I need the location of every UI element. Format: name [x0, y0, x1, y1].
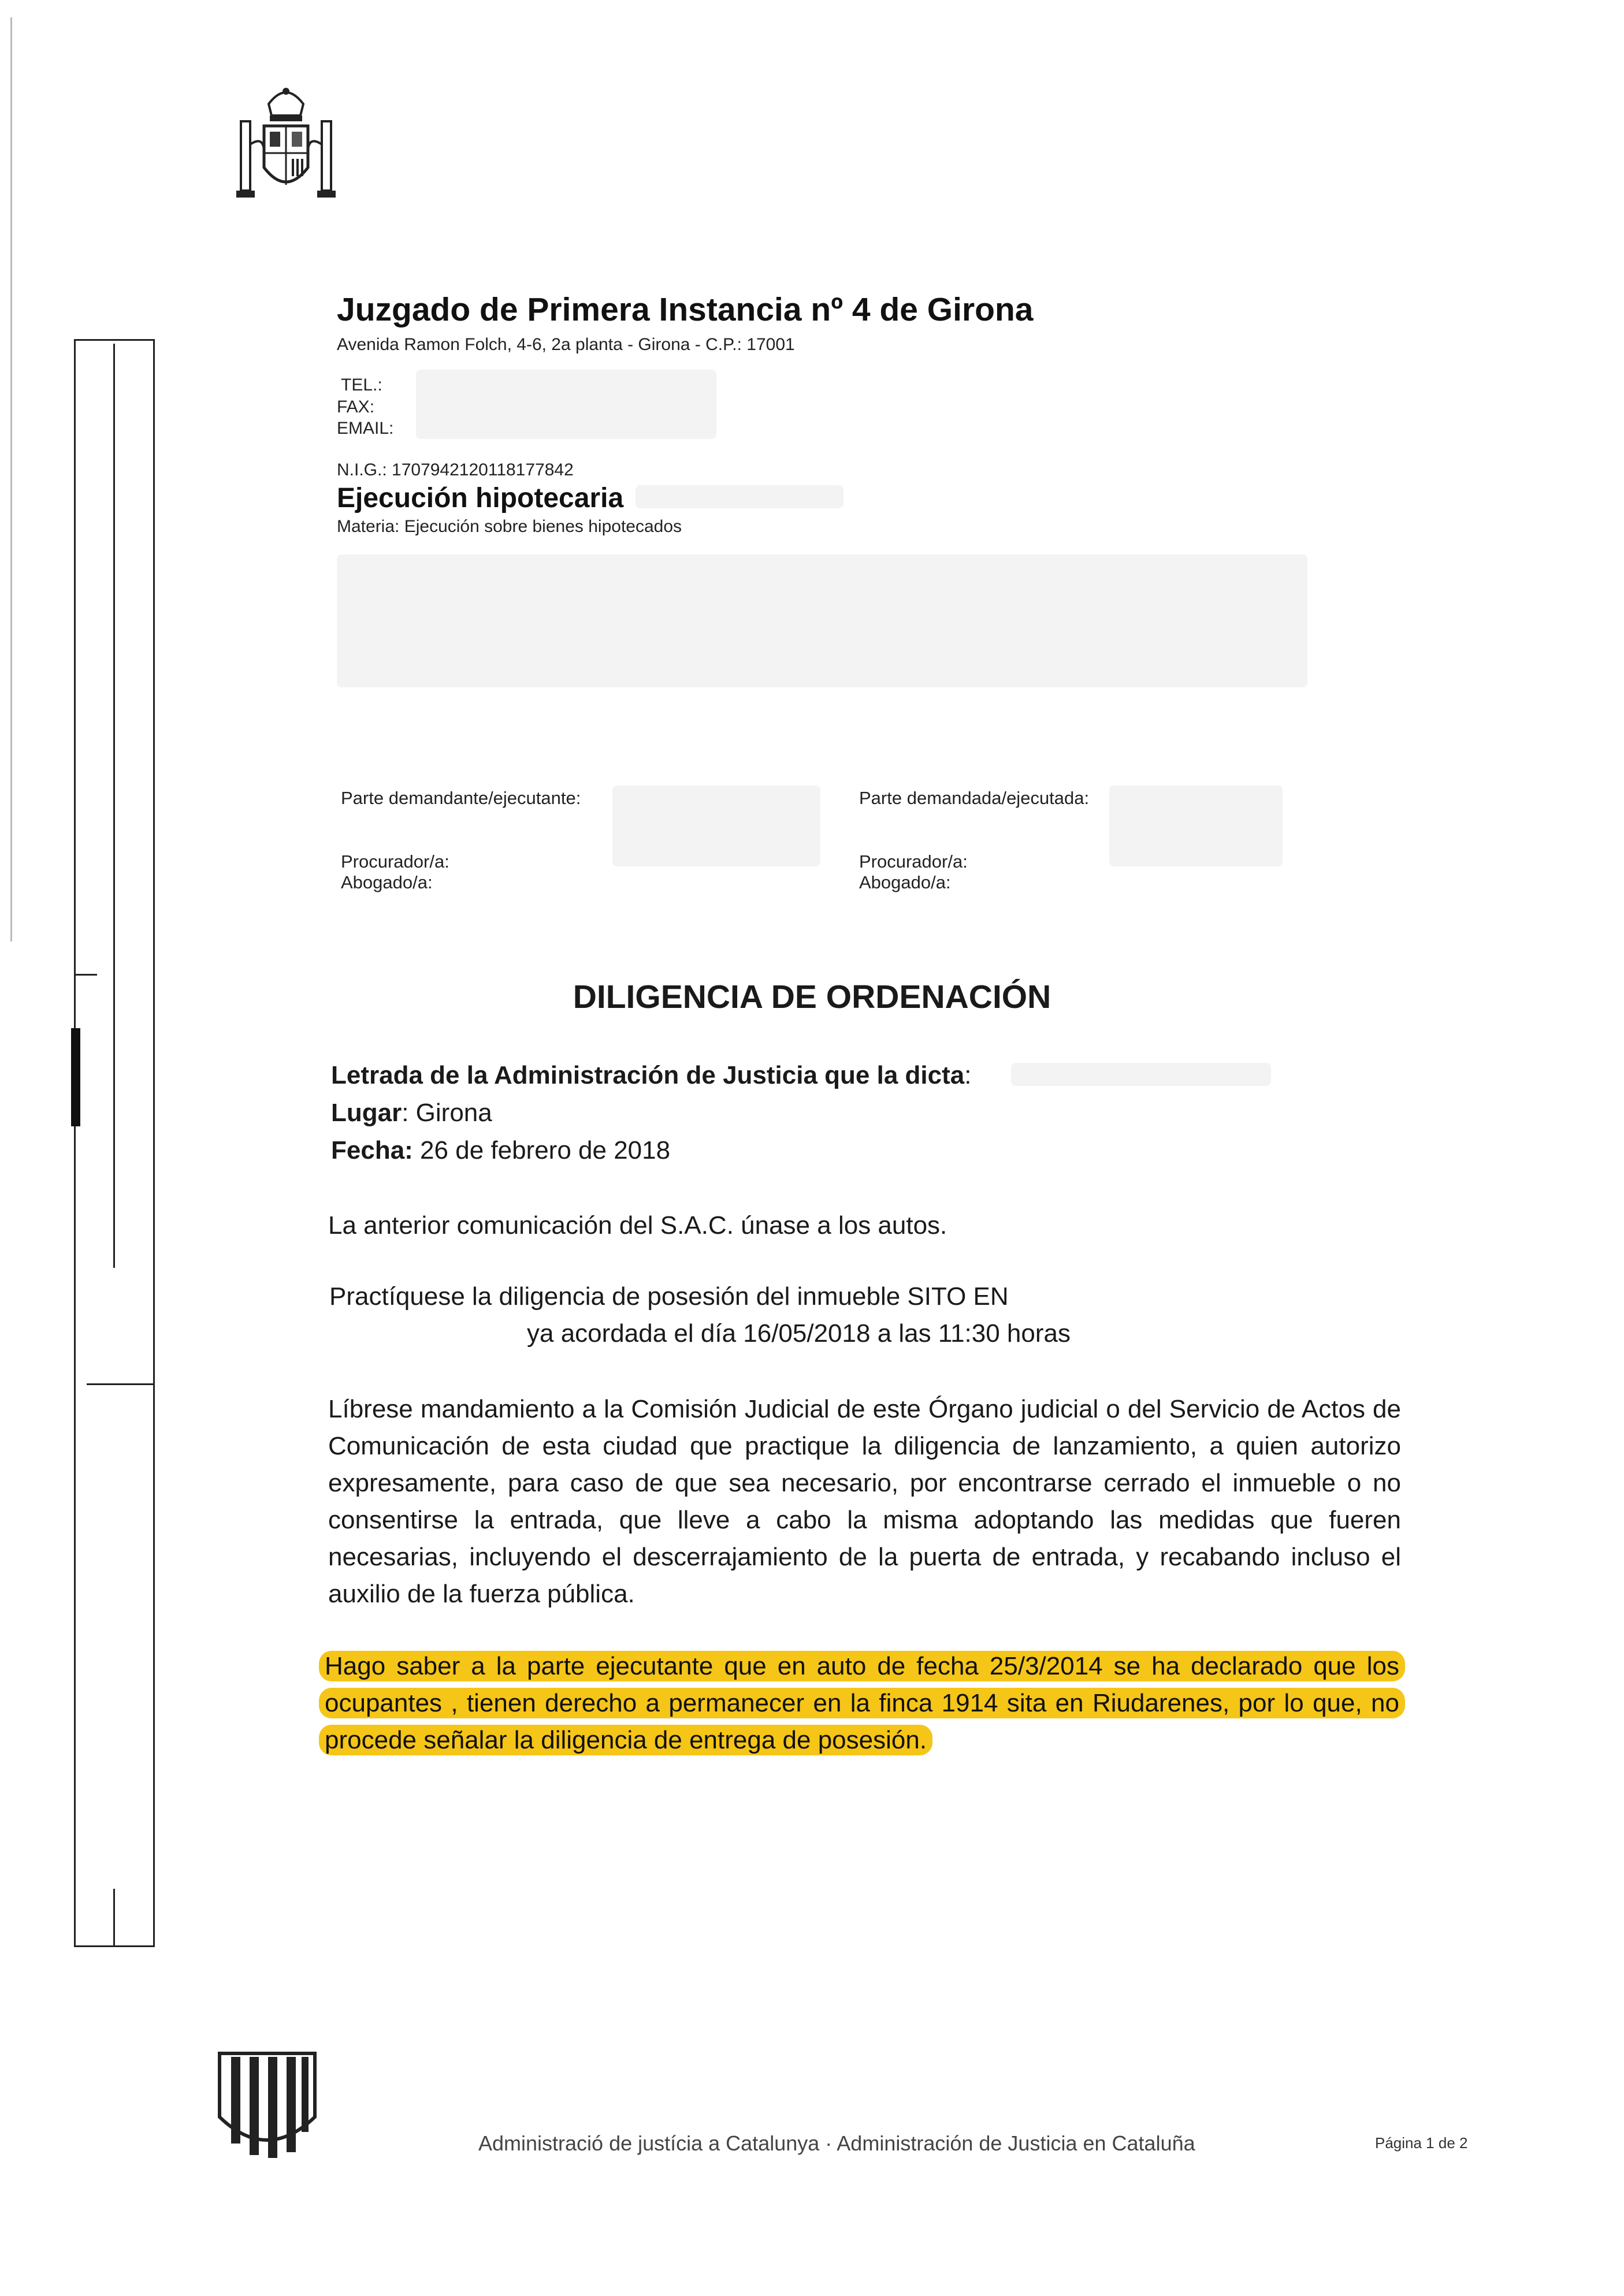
generalitat-logo	[214, 2048, 321, 2163]
procedure-type: Ejecución hipotecaria	[337, 483, 624, 513]
redacted-area	[416, 370, 716, 439]
nig-number: N.I.G.: 1707942120118177842	[337, 460, 574, 479]
plaintiff-procurador-label: Procurador/a:	[341, 851, 449, 872]
paragraph-sac: La anterior comunicación del S.A.C. únase a los autos.	[328, 1211, 947, 1240]
letrada-line	[331, 1061, 971, 1090]
paragraph-posesion-line2: ya acordada el día 16/05/2018 a las 11:30 horas	[527, 1319, 1071, 1348]
highlighted-text: Hago saber a la parte ejecutante que en auto de fecha 25/3/2014 se ha declarado que los ocupantes , tienen derecho a permanecer en la finca 1914 sita en Riudarenes, por lo que, no procede señalar la diligencia de entrega de posesión.	[319, 1651, 1405, 1755]
paragraph-mandamiento: Líbrese mandamiento a la Comisión Judicial de este Órgano judicial o del Servicio de Actos de Comunicación de esta ciudad que practique la diligencia de lanzamiento, a quien autorizo expresamente, para caso de que sea necesario, por encontrarse cerrado el inmueble o no consentirse la entrada, que lleve a cabo la misma adoptando las medidas que fueren necesarias, incluyendo el descerrajamiento de la puerta de entrada, y recabando incluso el auxilio de la fuerza pública.	[328, 1395, 1401, 1608]
spain-coat-of-arms-logo	[228, 81, 344, 205]
procedure-subject: Materia: Ejecución sobre bienes hipotecados	[337, 517, 682, 536]
court-name: Juzgado de Primera Instancia nº 4 de Girona	[337, 291, 1034, 328]
fecha-label: Fecha:	[331, 1136, 413, 1164]
letrada-colon: :	[964, 1061, 972, 1089]
redacted-area	[612, 786, 820, 866]
fecha-value: 26 de febrero de 2018	[412, 1136, 671, 1164]
redacted-area	[1109, 786, 1283, 866]
redacted-area	[1011, 1063, 1271, 1086]
plaintiff-label: Parte demandante/ejecutante:	[341, 788, 581, 808]
plaintiff-abogado-label: Abogado/a:	[341, 872, 433, 892]
document-title: DILIGENCIA DE ORDENACIÓN	[573, 978, 1051, 1015]
redacted-area	[636, 485, 843, 508]
lugar-label: Lugar	[331, 1099, 402, 1127]
lugar-value: : Girona	[402, 1099, 492, 1127]
email-label: EMAIL:	[337, 419, 394, 438]
fecha-line	[331, 1136, 670, 1165]
defendant-label: Parte demandada/ejecutada:	[859, 788, 1090, 808]
court-address: Avenida Ramon Folch, 4-6, 2a planta - Girona - C.P.: 17001	[337, 335, 795, 354]
defendant-abogado-label: Abogado/a:	[859, 872, 951, 892]
tel-label: TEL.:	[341, 375, 382, 395]
highlighted-paragraph	[319, 1648, 1405, 1759]
redacted-area	[337, 555, 1307, 687]
footer-text: Administració de justícia a Catalunya · Administración de Justicia en Cataluña	[478, 2131, 1195, 2155]
fax-label: FAX:	[337, 397, 375, 416]
paragraph-posesion-line1: Practíquese la diligencia de posesión del inmueble SITO EN	[329, 1282, 1009, 1311]
defendant-procurador-label: Procurador/a:	[859, 851, 968, 872]
lugar-line	[331, 1099, 492, 1127]
letrada-label: Letrada de la Administración de Justicia que la dicta	[331, 1061, 965, 1089]
page-number: Página 1 de 2	[1375, 2134, 1468, 2152]
